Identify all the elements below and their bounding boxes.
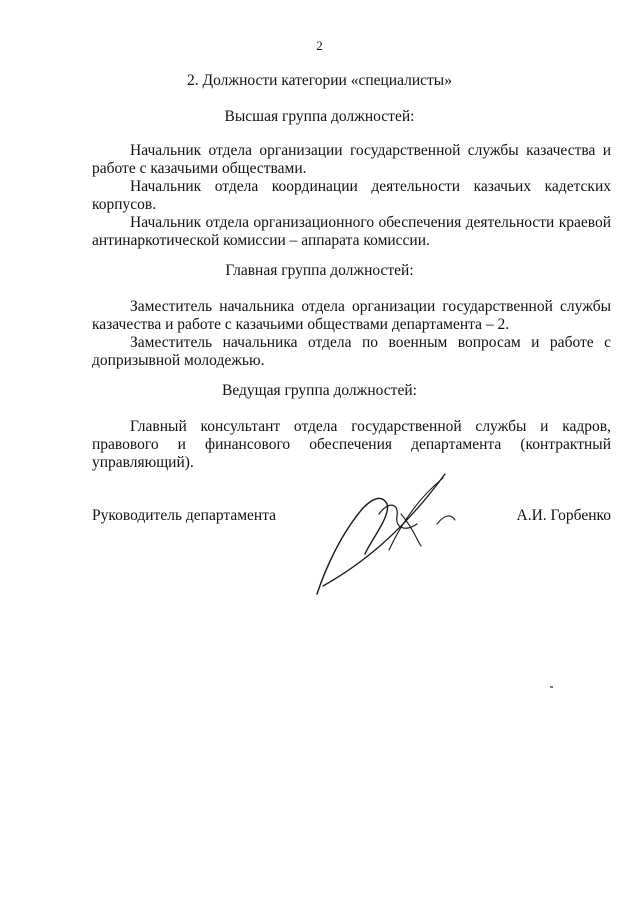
- position-item: Заместитель начальника отдела по военным вопросам и работе с допризывной молодежью.: [92, 334, 611, 369]
- page-number: 2: [316, 38, 323, 53]
- position-item: Заместитель начальника отдела организации государственной службы казачества и работе с казачьими обществами департамента – 2.: [92, 298, 611, 333]
- position-item: Начальник отдела координации деятельности казачьих кадетских корпусов.: [92, 178, 611, 213]
- group-heading-highest: Высшая группа должностей:: [224, 108, 415, 125]
- signatory-name: А.И. Горбенко: [516, 507, 611, 524]
- group-heading-leading: Ведущая группа должностей:: [222, 382, 417, 399]
- position-item: Главный консультант отдела государственной службы и кадров, правового и финансового обеспечения департамента (контрактный управляющий).: [92, 418, 611, 471]
- group-heading-main: Главная группа должностей:: [225, 262, 414, 279]
- signatory-position: Руководитель департамента: [92, 507, 277, 524]
- scan-speck: [550, 686, 553, 688]
- section-title: 2. Должности категории «специалисты»: [187, 72, 452, 89]
- handwritten-signature-icon: [305, 470, 475, 600]
- position-item: Начальник отдела организации государственной службы казачества и работе с казачьими обществами.: [92, 142, 611, 177]
- position-item: Начальник отдела организационного обеспечения деятельности краевой антинаркотической комиссии – аппарата комиссии.: [92, 214, 611, 249]
